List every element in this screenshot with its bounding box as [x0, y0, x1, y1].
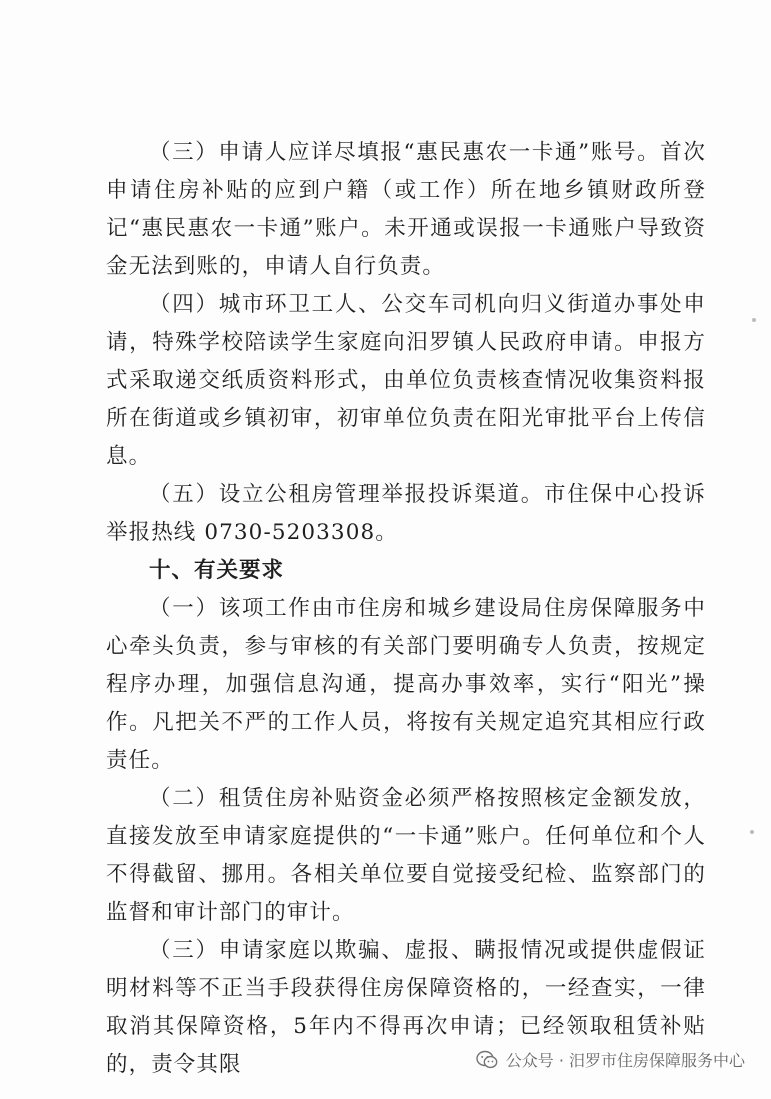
- paragraph-4-application-channels: （四）城市环卫工人、公交车司机向归义街道办事处申请，特殊学校陪读学生家庭向汨罗镇人民政府申请。申报方式采取递交纸质资料形式，由单位负责核查情况收集资料报所在街道或乡镇初审，初审单位负责在阳光审批平台上传信息。: [106, 292, 706, 469]
- watermark: [476, 1048, 745, 1071]
- paragraph-requirement-3: （三）申请家庭以欺骗、虚报、瞒报情况或提供虚假证明材料等不正当手段获得住房保障资格的，一经查实，一律取消其保障资格，5年内不得再次申请；已经领取租赁补贴的，责令其限: [106, 938, 706, 1077]
- scan-speck: [752, 318, 756, 322]
- watermark-text: 公众号 · 汨罗市住房保障服务中心: [505, 1051, 745, 1070]
- paragraph-requirement-2: （二）租赁住房补贴资金必须严格按照核定金额发放，直接发放至申请家庭提供的“一卡通”账户。任何单位和个人不得截留、挪用。各相关单位要自觉接受纪检、监察部门的监督和审计部门的审计。: [106, 786, 706, 925]
- document-body: [106, 134, 706, 1084]
- section-heading-requirements: 十、有关要求: [149, 558, 285, 583]
- wechat-official-account-icon: [476, 1050, 498, 1070]
- scan-speck: [750, 830, 754, 834]
- paragraph-3-account-registration: （三）申请人应详尽填报“惠民惠农一卡通”账号。首次申请住房补贴的应到户籍（或工作）所在地乡镇财政所登记“惠民惠农一卡通”账户。未开通或误报一卡通账户导致资金无法到账的，申请人自行负责。: [106, 140, 706, 279]
- paragraph-5-complaint-hotline: （五）设立公租房管理举报投诉渠道。市住保中心投诉举报热线 0730-5203308。: [106, 482, 706, 545]
- paragraph-requirement-1: （一）该项工作由市住房和城乡建设局住房保障服务中心牵头负责，参与审核的有关部门要明确专人负责，按规定程序办理，加强信息沟通，提高办事效率，实行“阳光”操作。凡把关不严的工作人员，将按有关规定追究其相应行政责任。: [106, 596, 706, 773]
